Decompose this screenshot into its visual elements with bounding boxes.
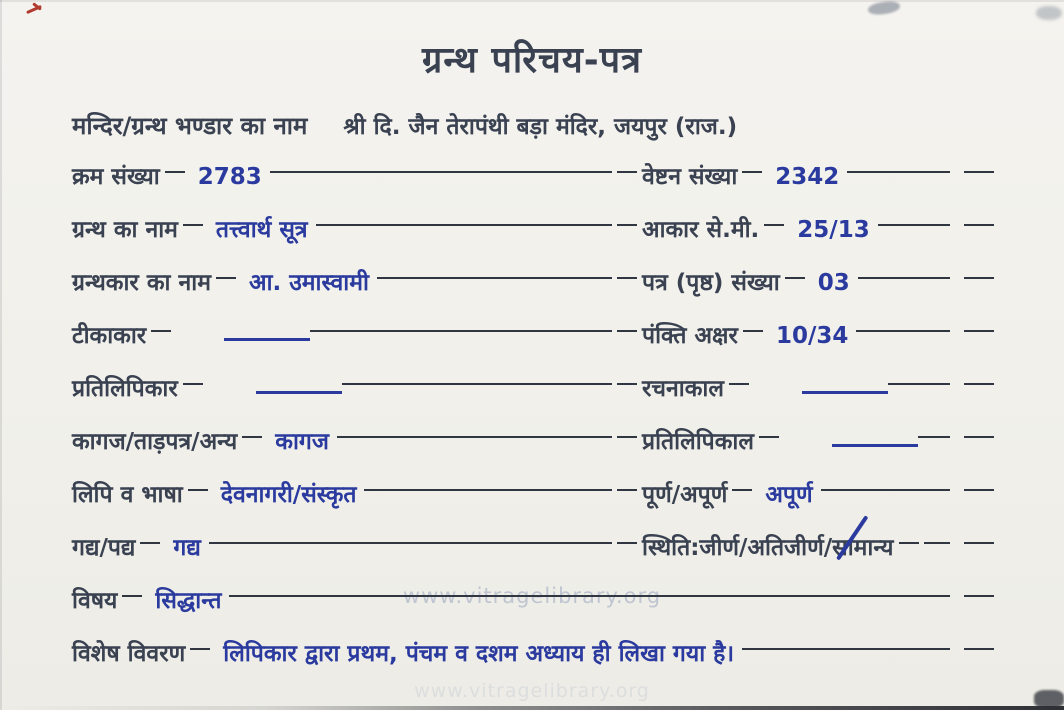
field-value: आ. उमास्वामी <box>248 270 369 297</box>
form-field-left <box>72 322 612 351</box>
form-field-right <box>612 322 994 351</box>
rule-segment <box>617 224 637 245</box>
field-value: 2783 <box>197 164 262 191</box>
form-content <box>0 95 1064 675</box>
watermark-faint: www.vitragelibrary.org <box>414 680 650 702</box>
form-row <box>72 410 994 463</box>
form-field-right <box>612 428 994 457</box>
rule-line <box>310 330 612 351</box>
rule-segment <box>617 330 637 351</box>
rule-line <box>209 542 612 563</box>
form-field-left <box>72 481 612 510</box>
field-value: गद्य <box>173 535 201 562</box>
form-row <box>72 145 994 198</box>
field-label: आकार से.मी. <box>642 217 760 244</box>
form-field-left <box>72 216 612 245</box>
form-field-right <box>612 375 994 404</box>
field-value: देवनागरी/संस्कृत <box>220 482 357 509</box>
form-row <box>72 304 994 357</box>
form-field-right <box>612 163 994 192</box>
form-field-left <box>72 163 612 192</box>
rule-segment <box>964 383 994 404</box>
rule-line <box>821 489 950 510</box>
rule-segment <box>964 542 994 563</box>
field-value: 25/13 <box>797 217 870 244</box>
rule-segment <box>165 171 185 192</box>
rule-segment <box>183 224 203 245</box>
form-field-right <box>612 481 994 510</box>
field-label: पूर्ण/अपूर्ण <box>642 482 728 509</box>
form-row <box>72 516 994 569</box>
rule-segment <box>759 436 779 457</box>
rule-segment <box>964 330 994 351</box>
handwritten-dash <box>832 444 918 457</box>
rule-segment <box>617 383 637 404</box>
field-label: रचनाकाल <box>642 376 724 403</box>
rule-segment <box>617 171 637 192</box>
rule-line <box>847 171 950 192</box>
handwritten-dash <box>256 391 342 404</box>
field-label: पत्र (पृष्ठ) संख्या <box>642 270 780 297</box>
rule-segment <box>964 277 994 298</box>
scan-edge-shadow <box>0 0 2 710</box>
page-title: ग्रन्थ परिचय-पत्र <box>422 40 642 81</box>
scan-edge-shadow <box>0 0 1064 2</box>
field-value: श्री दि. जैन तेरापंथी बड़ा मंदिर, जयपुर (राज.) <box>343 114 738 140</box>
field-label: मन्दिर/ग्रन्थ भण्डार का नाम <box>72 112 308 140</box>
rule-segment <box>188 489 208 510</box>
rule-line <box>856 330 950 351</box>
field-value: तत्त्वार्थ सूत्र <box>215 217 308 244</box>
rule-segment <box>183 383 203 404</box>
field-label: वेष्टन संख्या <box>642 164 738 191</box>
watermark: www.vitragelibrary.org <box>402 584 662 608</box>
red-ink-mark <box>24 3 48 17</box>
rule-segment <box>764 224 784 245</box>
field-label: विषय <box>72 588 118 615</box>
form-field-left <box>72 534 612 563</box>
handwritten-dash <box>802 391 888 404</box>
field-label: विशेष विवरण <box>72 641 186 668</box>
rule-line <box>316 224 612 245</box>
field-label: पंक्ति अक्षर <box>642 323 738 350</box>
field-value: कागज <box>275 429 329 456</box>
rule-line <box>270 171 612 192</box>
rule-segment <box>964 595 994 616</box>
rule-segment <box>122 595 142 616</box>
rule-segment <box>140 542 160 563</box>
field-label: ग्रन्थकार का नाम <box>72 270 211 297</box>
rule-segment <box>785 277 805 298</box>
handwritten-dash <box>224 338 310 351</box>
field-value: 10/34 <box>775 323 849 350</box>
form-field-right <box>612 216 994 245</box>
field-value: सिद्धान्त <box>155 588 222 615</box>
check-mark <box>836 515 868 560</box>
rule-segment <box>742 171 762 192</box>
field-value: 2342 <box>775 164 840 191</box>
rule-line <box>364 489 612 510</box>
rule-segment <box>743 330 763 351</box>
scan-edge-shadow <box>0 706 1064 710</box>
rule-line <box>377 277 612 298</box>
field-label: टीकाकार <box>72 323 147 350</box>
field-value: अपूर्ण <box>765 482 813 509</box>
rule-segment <box>964 224 994 245</box>
field-label: ग्रन्थ का नाम <box>72 217 178 244</box>
field-label: प्रतिलिपिकार <box>72 376 178 403</box>
field-label: क्रम संख्या <box>72 164 160 191</box>
rule-line <box>918 436 950 457</box>
rule-line <box>229 595 950 616</box>
rule-line <box>742 648 950 669</box>
rule-line <box>924 542 951 563</box>
rule-segment <box>732 489 752 510</box>
field-value: लिपिकार द्वारा प्रथम, पंचम व दशम अध्याय ही लिखा गया है। <box>223 641 735 668</box>
form-row <box>72 251 994 304</box>
form-field-left <box>72 428 612 457</box>
rule-segment <box>964 171 994 192</box>
field-label: गद्य/पद्य <box>72 535 136 562</box>
form-row <box>72 463 994 516</box>
rule-line <box>342 383 612 404</box>
rule-segment <box>617 436 637 457</box>
rule-line <box>337 436 612 457</box>
form-field-left <box>72 375 612 404</box>
scan-smudge <box>1036 6 1062 20</box>
form-field-right <box>612 269 994 298</box>
rule-segment <box>190 648 210 669</box>
form-row <box>72 357 994 410</box>
form-rows <box>72 145 994 675</box>
rule-segment <box>617 277 637 298</box>
rule-segment <box>617 489 637 510</box>
rule-line <box>888 383 950 404</box>
rule-segment <box>617 542 637 563</box>
rule-segment <box>964 648 994 669</box>
rule-segment <box>216 277 236 298</box>
form-field-full <box>72 640 994 669</box>
rule-segment <box>729 383 749 404</box>
rule-segment <box>899 542 919 563</box>
rule-segment <box>964 489 994 510</box>
rule-line <box>878 224 950 245</box>
form-row-header <box>72 95 994 145</box>
form-field-full <box>72 587 994 616</box>
field-value: 03 <box>817 270 850 297</box>
rule-segment <box>964 436 994 457</box>
form-field-right <box>612 534 994 563</box>
form-row <box>72 622 994 675</box>
field-label: प्रतिलिपिकाल <box>642 429 754 456</box>
field-label: स्थिति:जीर्ण/अतिजीर्ण/सामान्य <box>642 534 894 563</box>
form-row <box>72 569 994 622</box>
form-field-left <box>72 269 612 298</box>
field-label: लिपि व भाषा <box>72 482 183 509</box>
rule-segment <box>151 330 171 351</box>
rule-line <box>858 277 950 298</box>
field-label: कागज/ताड़पत्र/अन्य <box>72 429 238 456</box>
rule-segment <box>242 436 262 457</box>
form-row <box>72 198 994 251</box>
